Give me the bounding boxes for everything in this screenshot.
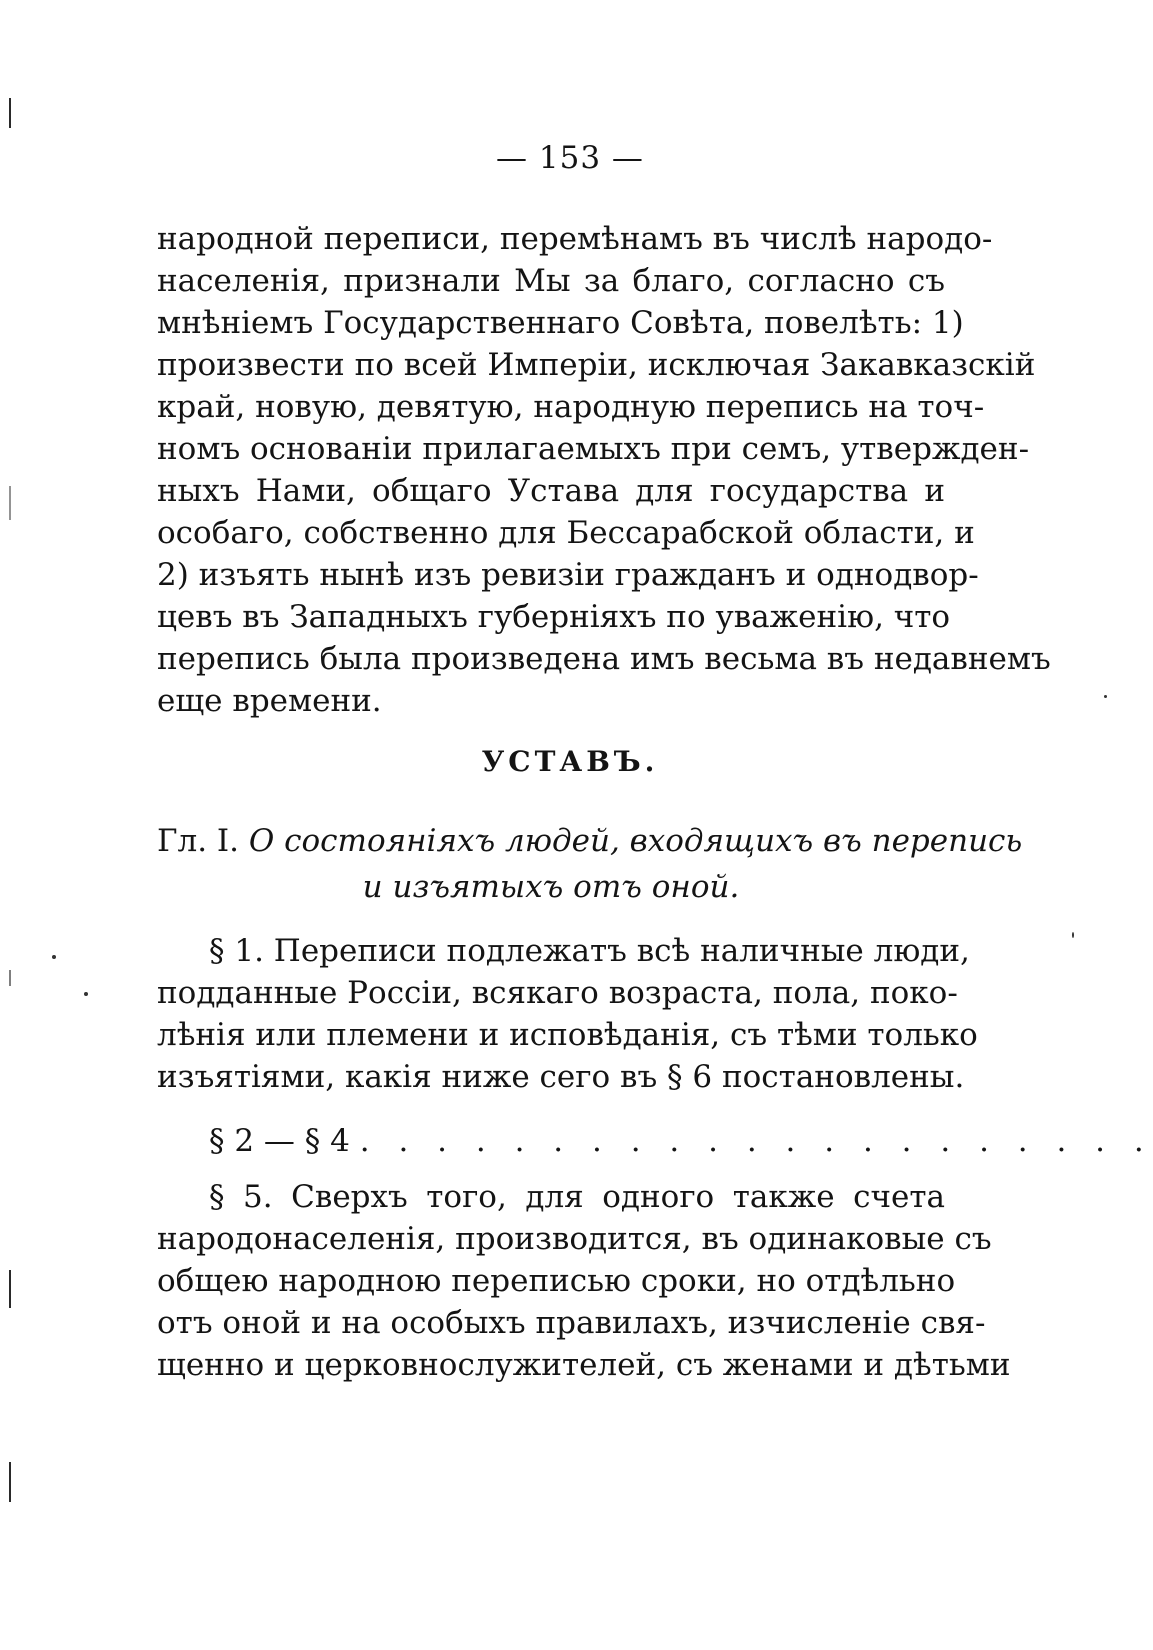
- text-line: произвести по всей Имперіи, исключая Закавказскій: [157, 347, 1036, 383]
- speck: [1104, 695, 1107, 698]
- chapter-heading: [157, 818, 1023, 910]
- page-number: — 153 —: [496, 140, 644, 176]
- margin-mark: [9, 1270, 11, 1308]
- text-line: народонаселенія, производится, въ одинаковые съ: [157, 1221, 992, 1257]
- text-line: мнѣніемъ Государственнаго Совѣта, повелѣть: 1): [157, 305, 964, 341]
- text-line: населенія, признали Мы за благо, согласно съ: [157, 263, 945, 299]
- text-line: номъ основаніи прилагаемыхъ при семъ, утвержден-: [157, 431, 1030, 467]
- speck: [1072, 932, 1074, 938]
- text-line: § 1. Переписи подлежатъ всѣ наличные люди,: [209, 933, 970, 969]
- margin-mark: [9, 1462, 11, 1502]
- text-line: край, новую, девятую, народную перепись на точ-: [157, 389, 985, 425]
- chapter-title: О состояніяхъ людей, входящихъ въ перепись: [248, 823, 1023, 859]
- text-line: еще времени.: [157, 683, 382, 719]
- leader-dots: . . . . . . . . . . . . . . . . . . . . .: [359, 1123, 1153, 1159]
- sections-2-4-label: § 2 — § 4: [209, 1123, 350, 1159]
- chapter-title-line: [157, 818, 1023, 864]
- margin-mark: [9, 970, 11, 986]
- section-5-paragraph: [157, 1176, 1011, 1386]
- margin-mark: [9, 98, 11, 128]
- text-line: цевъ въ Западныхъ губерніяхъ по уваженію, что: [157, 599, 951, 635]
- text-line: особаго, собственно для Бессарабской области, и: [157, 515, 975, 551]
- text-line: общею народною переписью сроки, но отдѣльно: [157, 1263, 956, 1299]
- text-line: подданные Россіи, всякаго возраста, пола, поко-: [157, 975, 958, 1011]
- speck: [84, 992, 88, 996]
- sections-2-4-line: [157, 1120, 1153, 1162]
- decree-paragraph: [157, 218, 1051, 722]
- speck: [52, 955, 56, 959]
- chapter-label: Гл. I.: [157, 823, 240, 859]
- text-line: отъ оной и на особыхъ правилахъ, изчисленіе свя-: [157, 1305, 986, 1341]
- statute-heading: УСТАВЪ.: [481, 745, 659, 778]
- text-line: ныхъ Нами, общаго Устава для государства и: [157, 473, 945, 509]
- text-line: § 5. Сверхъ того, для одного также счета: [209, 1179, 945, 1215]
- text-line: народной переписи, перемѣнамъ въ числѣ народо-: [157, 221, 993, 257]
- text-line: перепись была произведена имъ весьма въ недавнемъ: [157, 641, 1051, 677]
- text-line: изъятіями, какія ниже сего въ § 6 постановлены.: [157, 1059, 965, 1095]
- chapter-title-line: и изъятыхъ отъ оной.: [362, 869, 740, 905]
- text-line: щенно и церковнослужителей, съ женами и дѣтьми: [157, 1347, 1011, 1383]
- margin-mark: [9, 486, 11, 520]
- text-line: лѣнія или племени и исповѣданія, съ тѣми только: [157, 1017, 978, 1053]
- section-1-paragraph: [157, 930, 978, 1098]
- text-line: 2) изъять нынѣ изъ ревизіи гражданъ и однодвор-: [157, 557, 979, 593]
